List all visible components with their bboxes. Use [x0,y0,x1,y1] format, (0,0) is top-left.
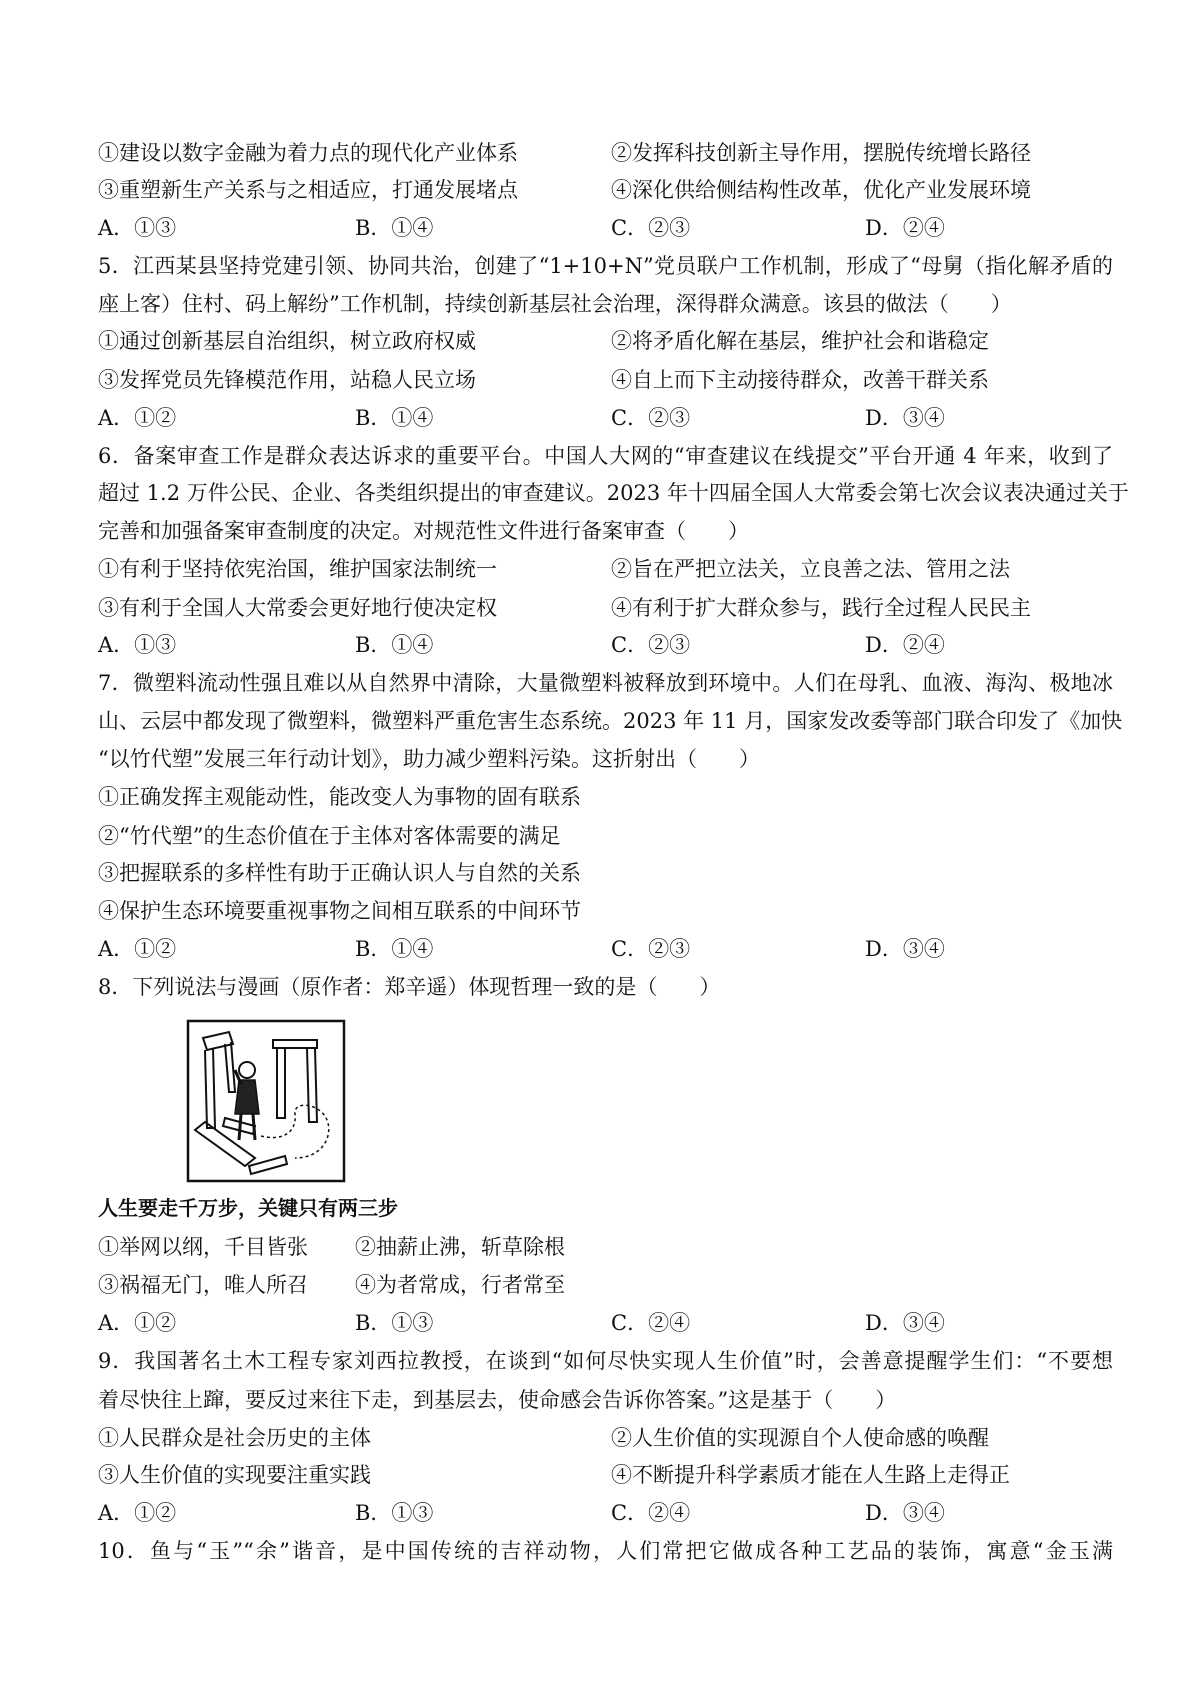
q4-choice-d: D．②④ [865,216,945,240]
q9-choice-c: C．②④ [611,1501,691,1525]
cartoon-caption: 人生要走千万步，关键只有两三步 [98,1196,398,1220]
q7-choice-b: B．①④ [355,937,434,961]
q8-choice-b: B．①③ [355,1311,434,1335]
q8-option-2: ②抽薪止沸，斩草除根 [355,1235,565,1259]
q10-stem-line: 10．鱼与“玉”“余”谐音，是中国传统的吉祥动物，人们常把它做成各种工艺品的装饰，寓意“金玉满 [98,1539,1113,1563]
q4-option-2: ②发挥科技创新主导作用，摆脱传统增长路径 [611,141,1031,165]
q4-option-1: ①建设以数字金融为着力点的现代化产业体系 [98,141,518,165]
q4-option-4: ④深化供给侧结构性改革，优化产业发展环境 [611,178,1031,202]
q7-stem-line: 山、云层中都发现了微塑料，微塑料严重危害生态系统。2023 年 11 月，国家发改委等部门联合印发了《加快 [98,709,1123,733]
q5-option-4: ④自上而下主动接待群众，改善干群关系 [611,368,989,392]
q6-stem-line: 完善和加强备案审查制度的决定。对规范性文件进行备案审查（ ） [98,519,749,543]
q6-choice-c: C．②③ [611,633,691,657]
q7-choice-a: A．①② [98,937,177,961]
q7-stem-line: 7．微塑料流动性强且难以从自然界中清除，大量微塑料被释放到环境中。人们在母乳、血液、海沟、极地冰 [98,671,1113,695]
q5-option-3: ③发挥党员先锋模范作用，站稳人民立场 [98,368,476,392]
q6-option-4: ④有利于扩大群众参与，践行全过程人民民主 [611,596,1031,620]
q9-option-2: ②人生价值的实现源自个人使命感的唤醒 [611,1426,989,1450]
q5-stem-line: 座上客）住村、码上解纷”工作机制，持续创新基层社会治理，深得群众满意。该县的做法（ ） [98,292,1012,316]
q7-option-4: ④保护生态环境要重视事物之间相互联系的中间环节 [98,899,581,923]
q6-option-3: ③有利于全国人大常委会更好地行使决定权 [98,596,497,620]
q4-choice-c: C．②③ [611,216,691,240]
q7-option-1: ①正确发挥主观能动性，能改变人为事物的固有联系 [98,785,581,809]
q8-option-4: ④为者常成，行者常至 [355,1273,565,1297]
q4-choice-a: A．①③ [98,216,177,240]
q5-choice-c: C．②③ [611,406,691,430]
q5-choice-a: A．①② [98,406,177,430]
q9-option-4: ④不断提升科学素质才能在人生路上走得正 [611,1463,1010,1487]
q9-option-3: ③人生价值的实现要注重实践 [98,1463,371,1487]
q6-choice-b: B．①④ [355,633,434,657]
q6-option-1: ①有利于坚持依宪治国，维护国家法制统一 [98,557,497,581]
q8-option-3: ③祸福无门，唯人所召 [98,1273,308,1297]
q6-choice-d: D．②④ [865,633,945,657]
q6-stem-line: 6．备案审查工作是群众表达诉求的重要平台。中国人大网的“审查建议在线提交”平台开通 4 年来，收到了 [98,444,1113,468]
q7-choice-d: D．③④ [865,937,945,961]
q5-stem-line: 5．江西某县坚持党建引领、协同共治，创建了“1+10+N”党员联户工作机制，形成了“母舅（指化解矛盾的 [98,254,1113,278]
q9-stem-line: 9．我国著名土木工程专家刘西拉教授，在谈到“如何尽快实现人生价值”时，会善意提醒学生们：“不要想 [98,1349,1113,1373]
q4-option-3: ③重塑新生产关系与之相适应，打通发展堵点 [98,178,518,202]
q8-choice-a: A．①② [98,1311,177,1335]
q7-stem-line: “以竹代塑”发展三年行动计划》，助力减少塑料污染。这折射出（ ） [98,747,760,771]
q6-choice-a: A．①③ [98,633,177,657]
q9-choice-a: A．①② [98,1501,177,1525]
q8-choice-c: C．②④ [611,1311,691,1335]
q8-option-1: ①举网以纲，千目皆张 [98,1235,308,1259]
cartoon-illustration [185,1018,347,1184]
q7-option-2: ②“竹代塑”的生态价值在于主体对客体需要的满足 [98,824,561,848]
q9-choice-b: B．①③ [355,1501,434,1525]
q5-choice-d: D．③④ [865,406,945,430]
q8-choice-d: D．③④ [865,1311,945,1335]
q5-choice-b: B．①④ [355,406,434,430]
q6-stem-line: 超过 1.2 万件公民、企业、各类组织提出的审查建议。2023 年十四届全国人大常委会第七次会议表决通过关于 [98,481,1129,505]
q5-option-2: ②将矛盾化解在基层，维护社会和谐稳定 [611,329,989,353]
q4-choice-b: B．①④ [355,216,434,240]
q9-stem-line: 着尽快往上蹿，要反过来往下走，到基层去，使命感会告诉你答案。”这是基于（ ） [98,1388,897,1412]
q9-option-1: ①人民群众是社会历史的主体 [98,1426,371,1450]
q5-option-1: ①通过创新基层自治组织，树立政府权威 [98,329,476,353]
q8-stem-line: 8．下列说法与漫画（原作者：郑辛遥）体现哲理一致的是（ ） [98,975,721,999]
q6-option-2: ②旨在严把立法关，立良善之法、管用之法 [611,557,1010,581]
q7-option-3: ③把握联系的多样性有助于正确认识人与自然的关系 [98,861,581,885]
q9-choice-d: D．③④ [865,1501,945,1525]
q7-choice-c: C．②③ [611,937,691,961]
